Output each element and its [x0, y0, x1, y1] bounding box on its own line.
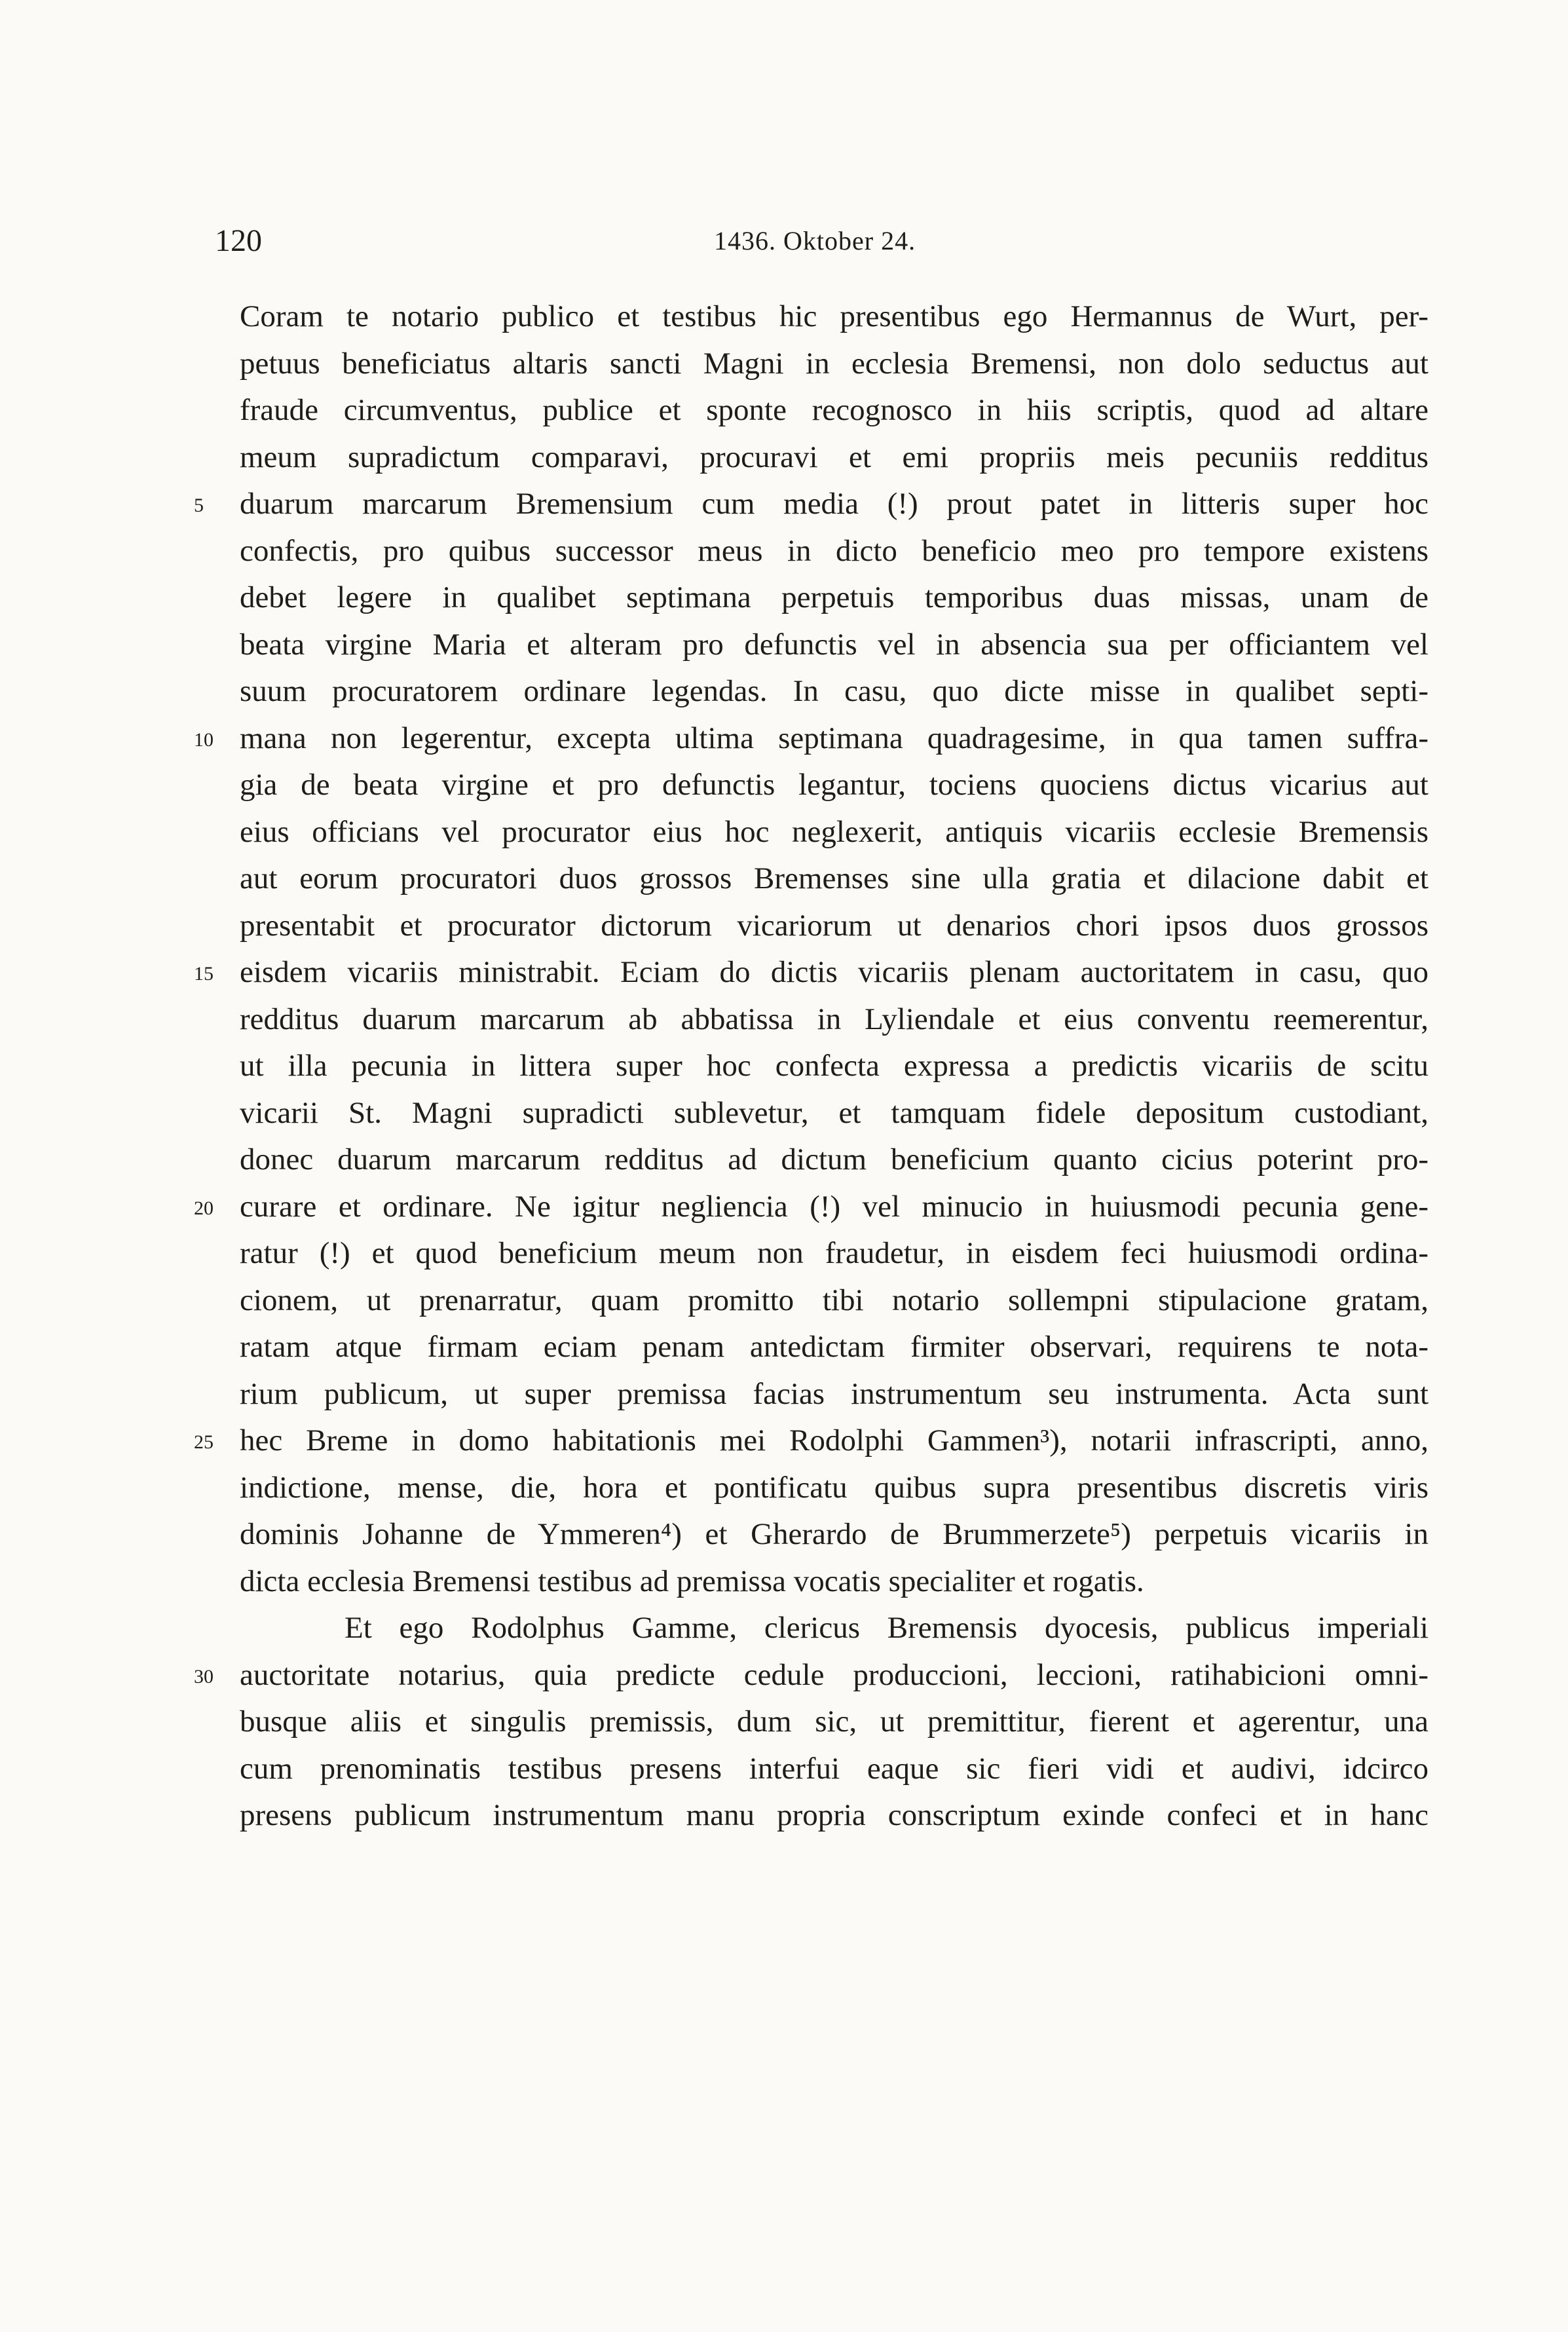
line-number: 10 [194, 728, 214, 751]
text-line [0, 1372, 1568, 1420]
line-text: rium publicum, ut super premissa facias instrumentum seu instrumenta. Acta sunt [240, 1376, 1428, 1411]
text-line [0, 1653, 1568, 1701]
text-line [0, 295, 1568, 342]
line-text: auctoritate notarius, quia predicte cedule produccioni, leccioni, ratihabicioni omni- [240, 1657, 1428, 1692]
line-text: suum procuratorem ordinare legendas. In casu, quo dicte misse in qualibet septi- [240, 674, 1428, 708]
body-text [0, 295, 1568, 1841]
text-line [0, 998, 1568, 1045]
text-line [0, 857, 1568, 904]
line-number: 25 [194, 1431, 214, 1453]
line-text: beata virgine Maria et alteram pro defunctis vel in absencia sua per officiantem vel [240, 627, 1428, 662]
text-line [0, 669, 1568, 717]
line-text: busque aliis et singulis premissis, dum sic, ut premittitur, fierent et agerentur, una [240, 1704, 1428, 1739]
text-line [0, 1606, 1568, 1653]
text-line [0, 1185, 1568, 1232]
line-text: aut eorum procuratori duos grossos Bremenses sine ulla gratia et dilacione dabit et [240, 861, 1428, 895]
line-text: meum supradictum comparavi, procuravi et emi propriis meis pecuniis redditus [240, 440, 1428, 474]
text-line [0, 1700, 1568, 1747]
line-text: cionem, ut prenarratur, quam promitto tibi notario sollempni stipulacione gratam, [240, 1283, 1428, 1317]
text-line [0, 763, 1568, 810]
line-text: vicarii St. Magni supradicti sublevetur, et tamquam fidele depositum custodiant, [240, 1095, 1428, 1130]
page-header [0, 221, 1568, 261]
line-text: hec Breme in domo habitationis mei Rodolphi Gammen³), notarii infrascripti, anno, [240, 1423, 1428, 1458]
text-line [0, 482, 1568, 529]
line-text: fraude circumventus, publice et sponte recognosco in hiis scriptis, quod ad altare [240, 393, 1428, 427]
text-line [0, 1232, 1568, 1279]
line-number: 15 [194, 963, 214, 985]
line-text: mana non legerentur, excepta ultima septimana quadragesime, in qua tamen suffra- [240, 721, 1428, 755]
line-text: indictione, mense, die, hora et pontificatu quibus supra presentibus discretis viris [240, 1470, 1428, 1505]
text-line [0, 1138, 1568, 1185]
line-text: eius officians vel procurator eius hoc neglexerit, antiquis vicariis ecclesie Bremensis [240, 814, 1428, 849]
line-text: ratam atque firmam eciam penam antedictam firmiter observari, requirens te nota- [240, 1330, 1428, 1364]
line-text: confectis, pro quibus successor meus in dicto beneficio meo pro tempore existens [240, 533, 1428, 568]
text-line [0, 1513, 1568, 1560]
text-line [0, 1466, 1568, 1513]
text-line [0, 1747, 1568, 1794]
line-number: 5 [194, 495, 204, 516]
line-text: eisdem vicariis ministrabit. Eciam do dictis vicariis plenam auctoritatem in casu, quo [240, 955, 1428, 989]
line-text: ut illa pecunia in littera super hoc confecta expressa a predictis vicariis de scitu [240, 1049, 1428, 1083]
line-text: donec duarum marcarum redditus ad dictum beneficium quanto cicius poterint pro- [240, 1142, 1428, 1176]
line-text: Et ego Rodolphus Gamme, clericus Bremensis dyocesis, publicus imperiali [345, 1611, 1428, 1645]
text-line [0, 576, 1568, 623]
text-line [0, 1044, 1568, 1091]
line-text: presens publicum instrumentum manu propria conscriptum exinde confeci et in hanc [240, 1798, 1428, 1832]
text-line [0, 388, 1568, 436]
line-text: presentabit et procurator dictorum vicariorum ut denarios chori ipsos duos grossos [240, 908, 1428, 943]
text-line [0, 1794, 1568, 1841]
text-line [0, 904, 1568, 951]
line-text: redditus duarum marcarum ab abbatissa in Lyliendale et eius conventu reemerentur, [240, 1002, 1428, 1036]
text-line [0, 436, 1568, 483]
line-text: dicta ecclesia Bremensi testibus ad premissa vocatis specialiter et rogatis. [240, 1564, 1144, 1598]
line-text: gia de beata virgine et pro defunctis legantur, tociens quociens dictus vicarius aut [240, 768, 1428, 802]
line-text: petuus beneficiatus altaris sancti Magni in ecclesia Bremensi, non dolo seductus aut [240, 346, 1428, 381]
text-line [0, 529, 1568, 576]
text-line [0, 950, 1568, 998]
page-number: 120 [215, 223, 262, 258]
line-text: debet legere in qualibet septimana perpetuis temporibus duas missas, unam de [240, 580, 1428, 614]
line-number: 30 [194, 1665, 214, 1687]
text-line [0, 1279, 1568, 1326]
line-text: dominis Johanne de Ymmeren⁴) et Gherardo de Brummerzete⁵) perpetuis vicariis in [240, 1517, 1428, 1551]
text-line [0, 810, 1568, 857]
text-line [0, 1325, 1568, 1372]
text-line [0, 623, 1568, 670]
text-line [0, 1560, 1568, 1607]
text-line [0, 1091, 1568, 1138]
line-text: Coram te notario publico et testibus hic presentibus ego Hermannus de Wurt, per- [240, 299, 1428, 333]
line-text: cum prenominatis testibus presens interfui eaque sic fieri vidi et audivi, idcirco [240, 1751, 1428, 1786]
text-line [0, 1419, 1568, 1466]
text-line [0, 342, 1568, 389]
line-text: ratur (!) et quod beneficium meum non fraudetur, in eisdem feci huiusmodi ordina- [240, 1236, 1428, 1270]
line-number: 20 [194, 1197, 214, 1219]
text-line [0, 717, 1568, 764]
line-text: duarum marcarum Bremensium cum media (!) prout patet in litteris super hoc [240, 487, 1428, 521]
running-head: 1436. Oktober 24. [714, 226, 916, 255]
line-text: curare et ordinare. Ne igitur negliencia (!) vel minucio in huiusmodi pecunia gene- [240, 1189, 1428, 1224]
